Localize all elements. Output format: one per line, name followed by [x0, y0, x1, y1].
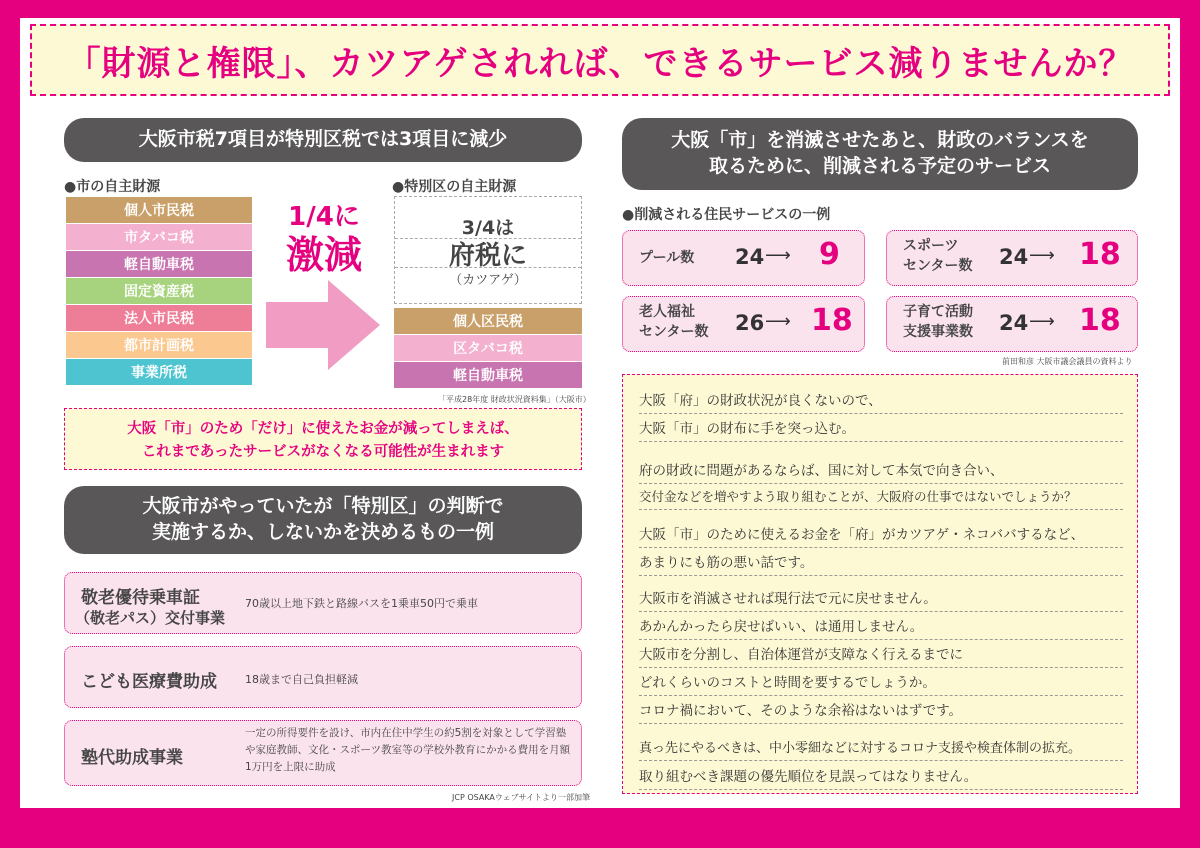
- service-card: [886, 230, 1138, 286]
- city-tax-bar: [66, 224, 252, 250]
- section-tax-reduction-title: [64, 118, 582, 162]
- tax-source-note: 「平成28年度 財政状況資料集」（大阪市）: [438, 395, 591, 404]
- section-cut-services-line: 大阪「市」を消滅させたあと、財政のバランスを: [671, 129, 1089, 152]
- prefecture-share-fraction: 3/4は: [461, 217, 515, 239]
- city-tax-label: 市タバコ税: [124, 230, 194, 246]
- service-label: プール数: [639, 250, 695, 266]
- commentary-line: 大阪市を分割し、自治体運営が支障なく行えるまでに: [639, 643, 1123, 668]
- service-label: センター数: [639, 324, 709, 340]
- warning-line: 大阪「市」のため「だけ」に使えたお金が減ってしまえば、: [127, 421, 519, 437]
- service-label: センター数: [903, 258, 973, 274]
- example-title: 塾代助成事業: [81, 748, 183, 768]
- city-tax-label: 個人市民税: [124, 203, 194, 219]
- example-title: こども医療費助成: [81, 672, 217, 692]
- ward-tax-bar: [394, 308, 582, 334]
- section-cut-services-title: [622, 118, 1138, 190]
- ward-tax-label: 軽自動車税: [453, 368, 523, 384]
- service-label: 子育て活動: [903, 304, 973, 320]
- city-tax-label: 事業所税: [131, 365, 187, 381]
- service-to-count: 18: [811, 303, 853, 338]
- service-label: スポーツ: [903, 238, 959, 254]
- example-row: [64, 646, 582, 708]
- example-row: [64, 572, 582, 634]
- right-arrow-icon: ⟶: [765, 245, 791, 266]
- commentary-line: あまりにも筋の悪い話です。: [639, 551, 1123, 576]
- commentary-line: 大阪「市」のために使えるお金を「府」がカツアゲ・ネコババするなど、: [639, 523, 1123, 548]
- commentary-line: どれくらいのコストと時間を要するでしょうか。: [639, 671, 1123, 696]
- service-label: 支援事業数: [903, 324, 973, 340]
- service-to-count: 18: [1079, 303, 1121, 338]
- city-tax-label: 固定資産税: [124, 284, 194, 300]
- example-description: 18歳まで自己負担軽減: [245, 673, 358, 686]
- services-label: ●削減される住民サービスの一例: [622, 207, 831, 223]
- city-tax-bar: [66, 305, 252, 331]
- ward-tax-bar: [394, 362, 582, 388]
- city-tax-label: 都市計画税: [124, 338, 194, 354]
- warning-line: これまであったサービスがなくなる可能性が生まれます: [141, 444, 505, 461]
- section-ward-decision-title: [64, 486, 582, 554]
- service-label: 老人福祉: [639, 304, 695, 320]
- ward-tax-label: 区タバコ税: [453, 341, 523, 357]
- headline-banner: [30, 24, 1170, 96]
- example-title: 敬老優待乗車証: [81, 588, 200, 608]
- section-ward-decision-line: 大阪市がやっていたが「特別区」の判断で: [142, 495, 504, 518]
- decrease-fraction: 1/4に: [288, 202, 360, 232]
- decrease-word: 激減: [285, 233, 362, 277]
- right-arrow-icon: ⟶: [1029, 311, 1055, 332]
- service-from-count: 26: [735, 311, 765, 335]
- ward-tax-label: 個人区民税: [453, 314, 523, 330]
- section-cut-services-line: 取るために、削減される予定のサービス: [708, 155, 1051, 177]
- warning-box: [64, 408, 582, 470]
- service-from-count: 24: [735, 245, 765, 269]
- example-description: 70歳以上地下鉄と路線バスを1乗車50円で乗車: [245, 597, 478, 610]
- commentary-line: 大阪「市」の財布に手を突っ込む。: [639, 417, 1123, 442]
- commentary-line: あかんかったら戻せばいい、は通用しません。: [639, 615, 1123, 640]
- services-source-note: 前田和彦 大阪市議会議員の資料より: [1002, 357, 1133, 366]
- city-tax-bar: [66, 278, 252, 304]
- city-tax-bar: [66, 197, 252, 223]
- commentary-box: [622, 374, 1138, 794]
- city-tax-bar: [66, 251, 252, 277]
- section-ward-decision-line: 実施するか、しないかを決めるもの一例: [151, 521, 494, 543]
- commentary-line: 大阪市を消滅させれば現行法で元に戻せません。: [639, 587, 1123, 612]
- city-tax-bar: [66, 332, 252, 358]
- ward-tax-bar: [394, 335, 582, 361]
- prefecture-share-heading: 府税に: [448, 241, 527, 271]
- service-card: [622, 230, 865, 286]
- service-to-count: 18: [1079, 237, 1121, 272]
- commentary-line: コロナ禍において、そのような余裕はないはずです。: [639, 699, 1123, 724]
- commentary-line: 取り組むべき課題の優先順位を見誤ってはなりません。: [639, 765, 1123, 790]
- city-tax-label: 軽自動車税: [124, 257, 194, 273]
- commentary-line: 交付金などを増やすよう取り組むことが、大阪府の仕事ではないでしょうか？: [639, 487, 1123, 510]
- commentary-line: 大阪「府」の財政状況が良くないので、: [639, 389, 1123, 414]
- section-tax-reduction-text: 大阪市税7項目が特別区税では3項目に減少: [138, 128, 508, 151]
- headline-title: 「財源と権限」、カツアゲされれば、できるサービス減りませんか？: [66, 43, 1134, 84]
- example-description: 一定の所得要件を設け、市内在住中学生の約5割を対象として学習塾や家庭教師、文化・スポーツ教室等の学校外教育にかかる費用を月額1万円を上限に助成: [245, 727, 571, 773]
- example-row: [64, 720, 582, 786]
- decrease-callout: [266, 196, 382, 279]
- right-arrow-icon: [266, 280, 382, 370]
- prefecture-share-box: [394, 196, 582, 304]
- service-from-count: 24: [999, 245, 1029, 269]
- service-card: [886, 296, 1138, 352]
- ward-revenue-label: ●特別区の自主財源: [392, 179, 517, 195]
- city-tax-bar: [66, 359, 252, 385]
- service-card: [622, 296, 865, 352]
- right-arrow-icon: ⟶: [765, 311, 791, 332]
- service-to-count: 9: [819, 237, 840, 272]
- commentary-line: 真っ先にやるべきは、中小零細などに対するコロナ支援や検査体制の拡充。: [639, 737, 1123, 761]
- example-subtitle: （敬老パス）交付事業: [75, 609, 226, 627]
- commentary-line: 府の財政に問題があるならば、国に対して本気で向き合い、: [639, 459, 1123, 484]
- examples-source-note: JCP OSAKAウェブサイトより一部加筆: [452, 793, 591, 802]
- service-from-count: 24: [999, 311, 1029, 335]
- city-tax-label: 法人市民税: [124, 311, 194, 327]
- city-revenue-label: ●市の自主財源: [64, 179, 161, 195]
- prefecture-share-note: （カツアゲ）: [449, 273, 527, 288]
- right-arrow-icon: ⟶: [1029, 245, 1055, 266]
